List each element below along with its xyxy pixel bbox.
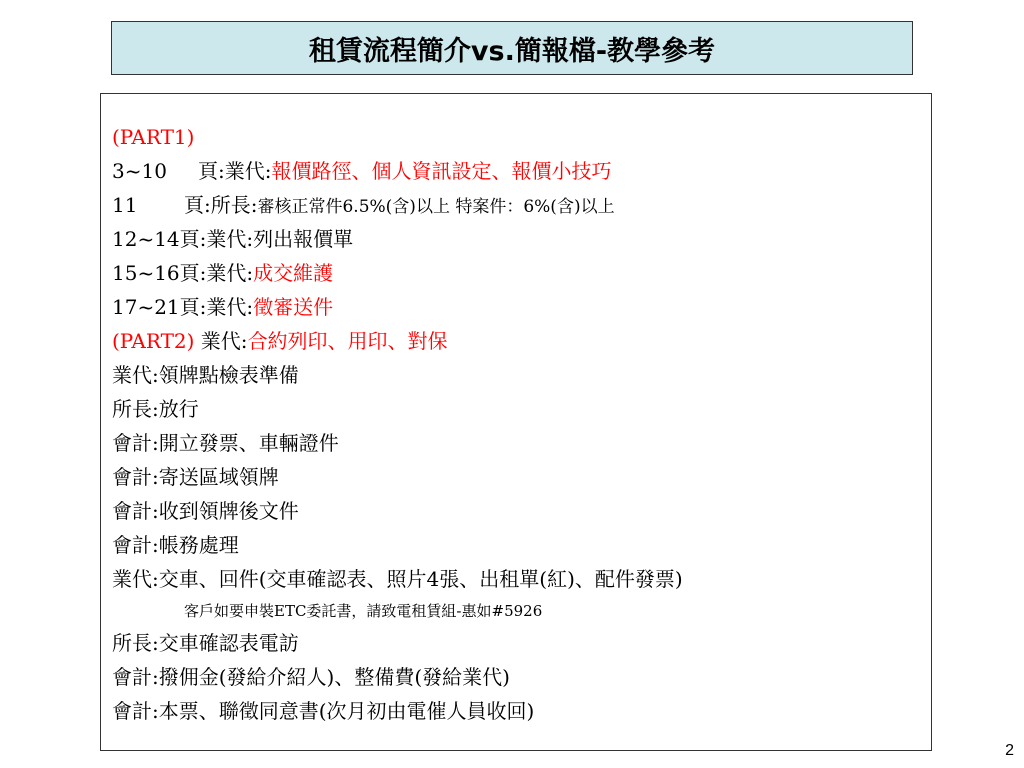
item-text: 報價路徑、個人資訊設定、報價小技巧 [271,159,612,183]
list-item: 業代:領牌點檢表準備 [112,363,299,387]
part1-label: (PART1) [112,125,195,149]
item-text: 合約列印、用印、對保 [247,329,448,353]
list-item: 會計:撥佣金(發給介紹人)、整備費(發給業代) [112,665,510,689]
part2-heading [112,324,931,358]
item-text: 列出報價單 [253,227,354,251]
item-text: 徵審送件 [253,295,334,319]
list-item: 所長:交車確認表電訪 [112,631,299,655]
list-item [112,256,931,290]
list-item: 業代:交車、回件(交車確認表、照片4張、出租單(紅)、配件發票) [112,567,683,591]
list-item: 會計:寄送區域領牌 [112,465,279,489]
role-label: 業代: [194,329,248,353]
list-item: 所長:放行 [112,397,199,421]
page-range: 15~16 [112,261,180,285]
list-item: 會計:本票、聯徵同意書(次月初由電催人員收回) [112,699,535,723]
page-range: 11 [112,193,138,217]
list-item [112,154,931,188]
slide-title [111,21,913,75]
content-box [100,93,932,751]
list-item [112,290,931,324]
list-item [112,222,931,256]
etc-note: 客戶如要申裝ETC委託書，請致電租賃組-惠如#5926 [184,602,543,620]
role-label: 頁:業代: [179,227,254,251]
role-label: 頁:業代: [198,159,272,183]
list-item: 會計:開立發票、車輛證件 [112,431,339,455]
page-number: 2 [1005,742,1014,759]
item-text: 審核正常件6.5%(含)以上 特案件：6%(含)以上 [257,197,615,217]
role-label: 頁:業代: [179,295,254,319]
role-label: 頁:所長: [184,193,258,217]
part1-heading [112,120,931,154]
list-item: 會計:收到領牌後文件 [112,499,299,523]
item-text: 成交維護 [253,261,334,285]
list-item [112,188,931,222]
role-label: 頁:業代: [179,261,254,285]
page-range: 3~10 [112,159,167,183]
page-range: 12~14 [112,227,180,251]
slide-title-text: 租賃流程簡介vs.簡報檔-教學參考 [308,35,716,67]
list-item: 會計:帳務處理 [112,533,239,557]
page-range: 17~21 [112,295,180,319]
part2-label: (PART2) [112,329,195,353]
